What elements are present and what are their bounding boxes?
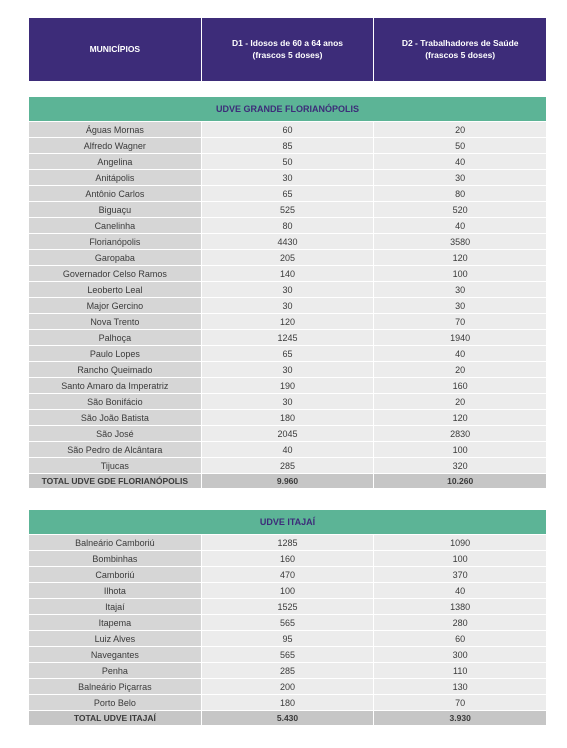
municipio-cell: Rancho Queimado: [29, 362, 201, 377]
total-d1: 9.960: [202, 474, 374, 488]
d2-cell: 30: [374, 170, 546, 185]
d2-cell: 3580: [374, 234, 546, 249]
d2-cell: 300: [374, 647, 546, 662]
d1-cell: 190: [202, 378, 374, 393]
d2-cell: 40: [374, 583, 546, 598]
table-row: [29, 282, 546, 297]
total-row: [29, 474, 546, 488]
municipio-cell: Governador Celso Ramos: [29, 266, 201, 281]
municipio-cell: Balneário Camboriú: [29, 535, 201, 550]
d1-cell: 30: [202, 170, 374, 185]
d1-cell: 285: [202, 663, 374, 678]
table-row: [29, 567, 546, 582]
table-row: [29, 186, 546, 201]
table-row: [29, 138, 546, 153]
municipio-cell: Luiz Alves: [29, 631, 201, 646]
d2-cell: 70: [374, 314, 546, 329]
municipio-cell: Major Gercino: [29, 298, 201, 313]
d2-cell: 40: [374, 218, 546, 233]
table-header: [29, 18, 546, 81]
table-row: [29, 663, 546, 678]
municipio-cell: Tijucas: [29, 458, 201, 473]
municipio-cell: Leoberto Leal: [29, 282, 201, 297]
d1-cell: 140: [202, 266, 374, 281]
d2-cell: 1090: [374, 535, 546, 550]
d1-cell: 200: [202, 679, 374, 694]
table-row: [29, 202, 546, 217]
municipio-cell: Florianópolis: [29, 234, 201, 249]
municipio-cell: Nova Trento: [29, 314, 201, 329]
table-row: [29, 426, 546, 441]
d2-cell: 320: [374, 458, 546, 473]
d1-cell: 565: [202, 647, 374, 662]
d2-cell: 50: [374, 138, 546, 153]
d2-cell: 520: [374, 202, 546, 217]
municipio-cell: São Bonifácio: [29, 394, 201, 409]
d1-cell: 1245: [202, 330, 374, 345]
d1-cell: 85: [202, 138, 374, 153]
d1-cell: 470: [202, 567, 374, 582]
municipio-cell: Itapema: [29, 615, 201, 630]
table-row: [29, 378, 546, 393]
d2-cell: 30: [374, 282, 546, 297]
d1-cell: 40: [202, 442, 374, 457]
d1-cell: 1525: [202, 599, 374, 614]
d2-cell: 20: [374, 362, 546, 377]
d1-cell: 30: [202, 394, 374, 409]
d2-cell: 80: [374, 186, 546, 201]
table-row: [29, 631, 546, 646]
municipio-cell: Navegantes: [29, 647, 201, 662]
municipio-cell: Canelinha: [29, 218, 201, 233]
section-title: UDVE GRANDE FLORIANÓPOLIS: [29, 97, 546, 121]
table-row: [29, 410, 546, 425]
d1-cell: 65: [202, 346, 374, 361]
municipio-cell: Balneário Piçarras: [29, 679, 201, 694]
d2-cell: 100: [374, 442, 546, 457]
table-row: [29, 394, 546, 409]
d1-cell: 525: [202, 202, 374, 217]
municipio-cell: Palhoça: [29, 330, 201, 345]
municipio-cell: Angelina: [29, 154, 201, 169]
table-row: [29, 535, 546, 550]
d1-cell: 160: [202, 551, 374, 566]
d2-cell: 130: [374, 679, 546, 694]
d2-cell: 110: [374, 663, 546, 678]
table-row: [29, 122, 546, 137]
d2-cell: 120: [374, 410, 546, 425]
d2-cell: 120: [374, 250, 546, 265]
municipio-cell: Ilhota: [29, 583, 201, 598]
d2-cell: 70: [374, 695, 546, 710]
table-row: [29, 442, 546, 457]
header-d2: D2 - Trabalhadores de Saúde (frascos 5 doses): [374, 18, 546, 81]
d2-cell: 40: [374, 154, 546, 169]
total-row: [29, 711, 546, 725]
table-row: [29, 170, 546, 185]
municipio-cell: São Pedro de Alcântara: [29, 442, 201, 457]
d1-cell: 30: [202, 282, 374, 297]
table-row: [29, 551, 546, 566]
d1-cell: 285: [202, 458, 374, 473]
municipio-cell: Penha: [29, 663, 201, 678]
d1-cell: 60: [202, 122, 374, 137]
header-municipios: MUNICÍPIOS: [29, 18, 201, 81]
d2-cell: 100: [374, 266, 546, 281]
d1-cell: 100: [202, 583, 374, 598]
d1-cell: 4430: [202, 234, 374, 249]
table-row: [29, 362, 546, 377]
section-grande-florianopolis: [29, 97, 546, 488]
municipio-cell: Santo Amaro da Imperatriz: [29, 378, 201, 393]
header-d1: D1 - Idosos de 60 a 64 anos (frascos 5 doses): [202, 18, 374, 81]
d1-cell: 205: [202, 250, 374, 265]
d1-cell: 30: [202, 362, 374, 377]
total-d2: 10.260: [374, 474, 546, 488]
d2-cell: 60: [374, 631, 546, 646]
municipio-cell: Alfredo Wagner: [29, 138, 201, 153]
municipio-cell: Águas Mornas: [29, 122, 201, 137]
table-row: [29, 695, 546, 710]
table-row: [29, 298, 546, 313]
table-row: [29, 330, 546, 345]
d1-cell: 120: [202, 314, 374, 329]
table-row: [29, 458, 546, 473]
municipio-cell: Camboriú: [29, 567, 201, 582]
d1-cell: 2045: [202, 426, 374, 441]
d2-cell: 100: [374, 551, 546, 566]
d2-cell: 20: [374, 394, 546, 409]
municipio-cell: Anitápolis: [29, 170, 201, 185]
table-row: [29, 314, 546, 329]
d2-cell: 280: [374, 615, 546, 630]
d2-cell: 40: [374, 346, 546, 361]
total-label: TOTAL UDVE GDE FLORIANÓPOLIS: [29, 474, 201, 488]
municipio-cell: Garopaba: [29, 250, 201, 265]
d1-cell: 180: [202, 410, 374, 425]
total-label: TOTAL UDVE ITAJAÍ: [29, 711, 201, 725]
total-d1: 5.430: [202, 711, 374, 725]
municipio-cell: São José: [29, 426, 201, 441]
d1-cell: 50: [202, 154, 374, 169]
d1-cell: 565: [202, 615, 374, 630]
table-row: [29, 218, 546, 233]
d2-cell: 20: [374, 122, 546, 137]
d1-cell: 80: [202, 218, 374, 233]
municipio-cell: São João Batista: [29, 410, 201, 425]
table-row: [29, 647, 546, 662]
d2-cell: 30: [374, 298, 546, 313]
table-row: [29, 234, 546, 249]
municipio-cell: Biguaçu: [29, 202, 201, 217]
d1-cell: 65: [202, 186, 374, 201]
table-row: [29, 250, 546, 265]
d2-cell: 1380: [374, 599, 546, 614]
municipio-cell: Antônio Carlos: [29, 186, 201, 201]
d2-cell: 2830: [374, 426, 546, 441]
table-row: [29, 266, 546, 281]
municipio-cell: Itajaí: [29, 599, 201, 614]
table-row: [29, 615, 546, 630]
table-row: [29, 679, 546, 694]
section-itajai: [29, 510, 546, 725]
d1-cell: 30: [202, 298, 374, 313]
municipio-cell: Porto Belo: [29, 695, 201, 710]
d1-cell: 1285: [202, 535, 374, 550]
section-title: UDVE ITAJAÍ: [29, 510, 546, 534]
d2-cell: 370: [374, 567, 546, 582]
d2-cell: 1940: [374, 330, 546, 345]
d1-cell: 95: [202, 631, 374, 646]
table-row: [29, 346, 546, 361]
table-row: [29, 154, 546, 169]
municipio-cell: Bombinhas: [29, 551, 201, 566]
total-d2: 3.930: [374, 711, 546, 725]
municipio-cell: Paulo Lopes: [29, 346, 201, 361]
d1-cell: 180: [202, 695, 374, 710]
table-row: [29, 583, 546, 598]
table-row: [29, 599, 546, 614]
d2-cell: 160: [374, 378, 546, 393]
